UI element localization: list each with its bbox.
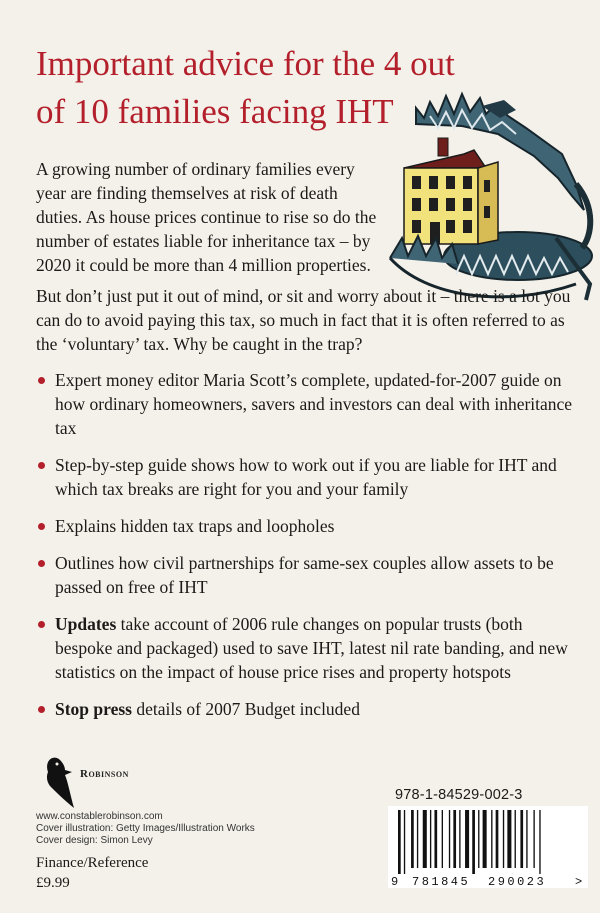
feature-item-tax-traps bbox=[36, 514, 584, 538]
barcode-bar bbox=[491, 810, 492, 868]
barcode-bar bbox=[526, 810, 527, 868]
barcode-bar bbox=[507, 810, 511, 868]
barcode-bar bbox=[472, 810, 475, 874]
barcode-bar bbox=[434, 810, 437, 868]
category-label: Finance/Reference bbox=[36, 855, 149, 871]
feature-text: Expert money editor Maria Scott’s complete, updated-for-2007 guide on how ordinary homeowners, savers and investors can deal with inheritance tax bbox=[55, 370, 573, 438]
barcode-bar bbox=[411, 810, 414, 868]
feature-lead: Stop press bbox=[55, 699, 132, 719]
barcode-bar bbox=[539, 810, 540, 874]
feature-item-updates bbox=[36, 612, 584, 684]
barcode-bar bbox=[442, 810, 443, 868]
feature-item-expert-guide bbox=[36, 368, 584, 440]
feature-text: Explains hidden tax traps and loopholes bbox=[55, 516, 335, 536]
publisher-name: Robinson bbox=[80, 768, 129, 780]
barcode-addon-marker: > bbox=[575, 875, 583, 888]
feature-lead: Updates bbox=[55, 614, 117, 634]
feature-text: details of 2007 Budget included bbox=[132, 699, 360, 719]
house-in-bear-trap-illustration bbox=[386, 88, 596, 310]
advice-paragraph: But don’t just put it out of mind, or sit and worry about it – there is a lot you can do to avoid paying this tax, so much in fact that it is often referred to as the ‘voluntary’ tax. Why be caught in the trap? bbox=[36, 286, 571, 354]
price-label: £9.99 bbox=[36, 875, 70, 891]
barcode-lead-digit: 9 bbox=[391, 875, 399, 888]
feature-item-step-by-step bbox=[36, 453, 584, 501]
feature-item-stop-press bbox=[36, 697, 584, 721]
barcode-bar bbox=[404, 810, 405, 874]
barcode-bar bbox=[449, 810, 450, 868]
barcode-bar bbox=[417, 810, 418, 868]
feature-item-civil-partnerships bbox=[36, 551, 584, 599]
barcode-digits-right: 290023 bbox=[488, 875, 547, 888]
barcode bbox=[388, 806, 588, 888]
publisher-website: www.constablerobinson.com bbox=[36, 811, 163, 822]
barcode-bar bbox=[520, 810, 523, 868]
barcode-bar bbox=[459, 810, 460, 868]
barcode-bar bbox=[478, 810, 479, 868]
barcode-bar bbox=[430, 810, 431, 868]
cover-design-credit: Cover design: Simon Levy bbox=[36, 835, 153, 846]
barcode-bar bbox=[533, 810, 534, 868]
feature-list bbox=[36, 368, 584, 734]
barcode-bar bbox=[398, 810, 401, 874]
headline-line-2: of 10 families facing IHT bbox=[36, 92, 394, 131]
barcode-bar bbox=[496, 810, 499, 868]
headline-line-1: Important advice for the 4 out bbox=[36, 44, 455, 83]
isbn-label: 978-1-84529-002-3 bbox=[395, 787, 523, 803]
barcode-bar bbox=[423, 810, 427, 868]
feature-text: Outlines how civil partnerships for same-sex couples allow assets to be passed on free of IHT bbox=[55, 553, 554, 597]
barcode-bars bbox=[398, 810, 541, 874]
barcode-bar bbox=[503, 810, 504, 868]
barcode-bar bbox=[483, 810, 487, 868]
robinson-bird-logo bbox=[34, 752, 80, 812]
credits-block bbox=[36, 811, 255, 847]
cover-illustration-credit: Cover illustration: Getty Images/Illustration Works bbox=[36, 823, 255, 834]
intro-paragraph: A growing number of ordinary families every year are finding themselves at risk of death duties. As house prices continue to rise so do the number of estates liable for inheritance tax – by 2020 it could be more than 4 million properties. bbox=[36, 159, 377, 275]
barcode-digits-left: 781845 bbox=[412, 875, 471, 888]
barcode-bar bbox=[453, 810, 456, 868]
barcode-bar bbox=[465, 810, 469, 868]
feature-text: Step-by-step guide shows how to work out if you are liable for IHT and which tax breaks are right for you and your family bbox=[55, 455, 557, 499]
barcode-bar bbox=[515, 810, 516, 868]
feature-text: take account of 2006 rule changes on popular trusts (both bespoke and packaged) used to save IHT, latest nil rate banding, and new statistics on the impact of house price rises and property hotspots bbox=[55, 614, 568, 682]
